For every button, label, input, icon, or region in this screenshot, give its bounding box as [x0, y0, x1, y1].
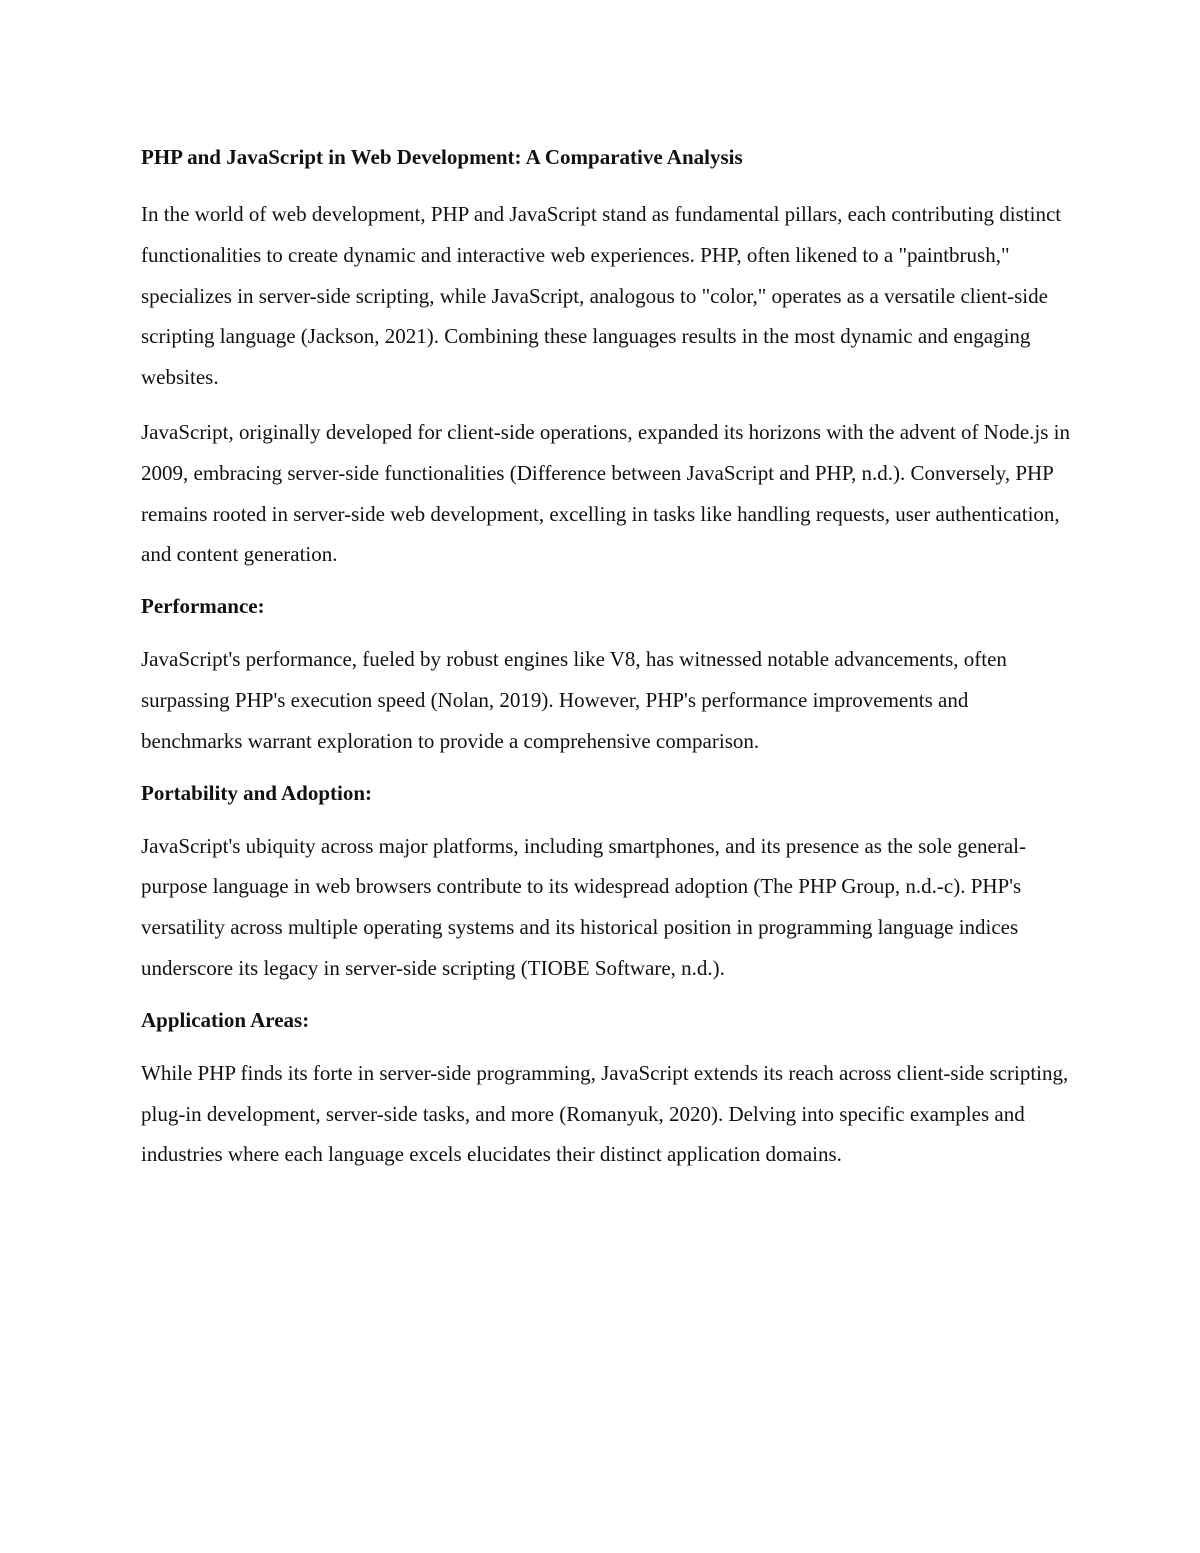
intro-paragraph-1: In the world of web development, PHP and JavaScript stand as fundamental pillars, each contributing distinct functionalities to create dynamic and interactive web experiences. PHP, often likened to a "paintbrush," specializes in server-side scripting, while JavaScript, analogous to "color," operates as a versatile client-side scripting language (Jackson, 2021). Combining these languages results in the most dynamic and engaging websites.: [141, 202, 1062, 390]
section-paragraph-application-areas: While PHP finds its forte in server-side programming, JavaScript extends its reach across client-side scripting, plug-in development, server-side tasks, and more (Romanyuk, 2020). Delving into specific examples and industries where each language excels elucidates their distinct application domains.: [141, 1060, 1069, 1167]
section-heading-application-areas: Application Areas:: [141, 1007, 310, 1032]
document-title: PHP and JavaScript in Web Development: A Comparative Analysis: [141, 145, 743, 169]
section-paragraph-performance: JavaScript's performance, fueled by robust engines like V8, has witnessed notable advancements, often surpassing PHP's execution speed (Nolan, 2019). However, PHP's performance improvements and benchmarks warrant exploration to provide a comprehensive comparison.: [141, 647, 1007, 753]
document-body: [141, 140, 1071, 1189]
intro-paragraph-2: JavaScript, originally developed for client-side operations, expanded its horizons with the advent of Node.js in 2009, embracing server-side functionalities (Difference between JavaScript and PHP, n.d.). Conversely, PHP remains rooted in server-side web development, excelling in tasks like handling requests, user authentication, and content generation.: [141, 419, 1071, 567]
section-paragraph-portability-adoption: JavaScript's ubiquity across major platforms, including smartphones, and its presence as the sole general-purpose language in web browsers contribute to its widespread adoption (The PHP Group, n.d.-c). PHP's versatility across multiple operating systems and its historical position in programming language indices underscore its legacy in server-side scripting (TIOBE Software, n.d.).: [141, 833, 1026, 980]
section-heading-performance: Performance:: [141, 594, 265, 619]
section-heading-portability-adoption: Portability and Adoption:: [141, 780, 373, 805]
